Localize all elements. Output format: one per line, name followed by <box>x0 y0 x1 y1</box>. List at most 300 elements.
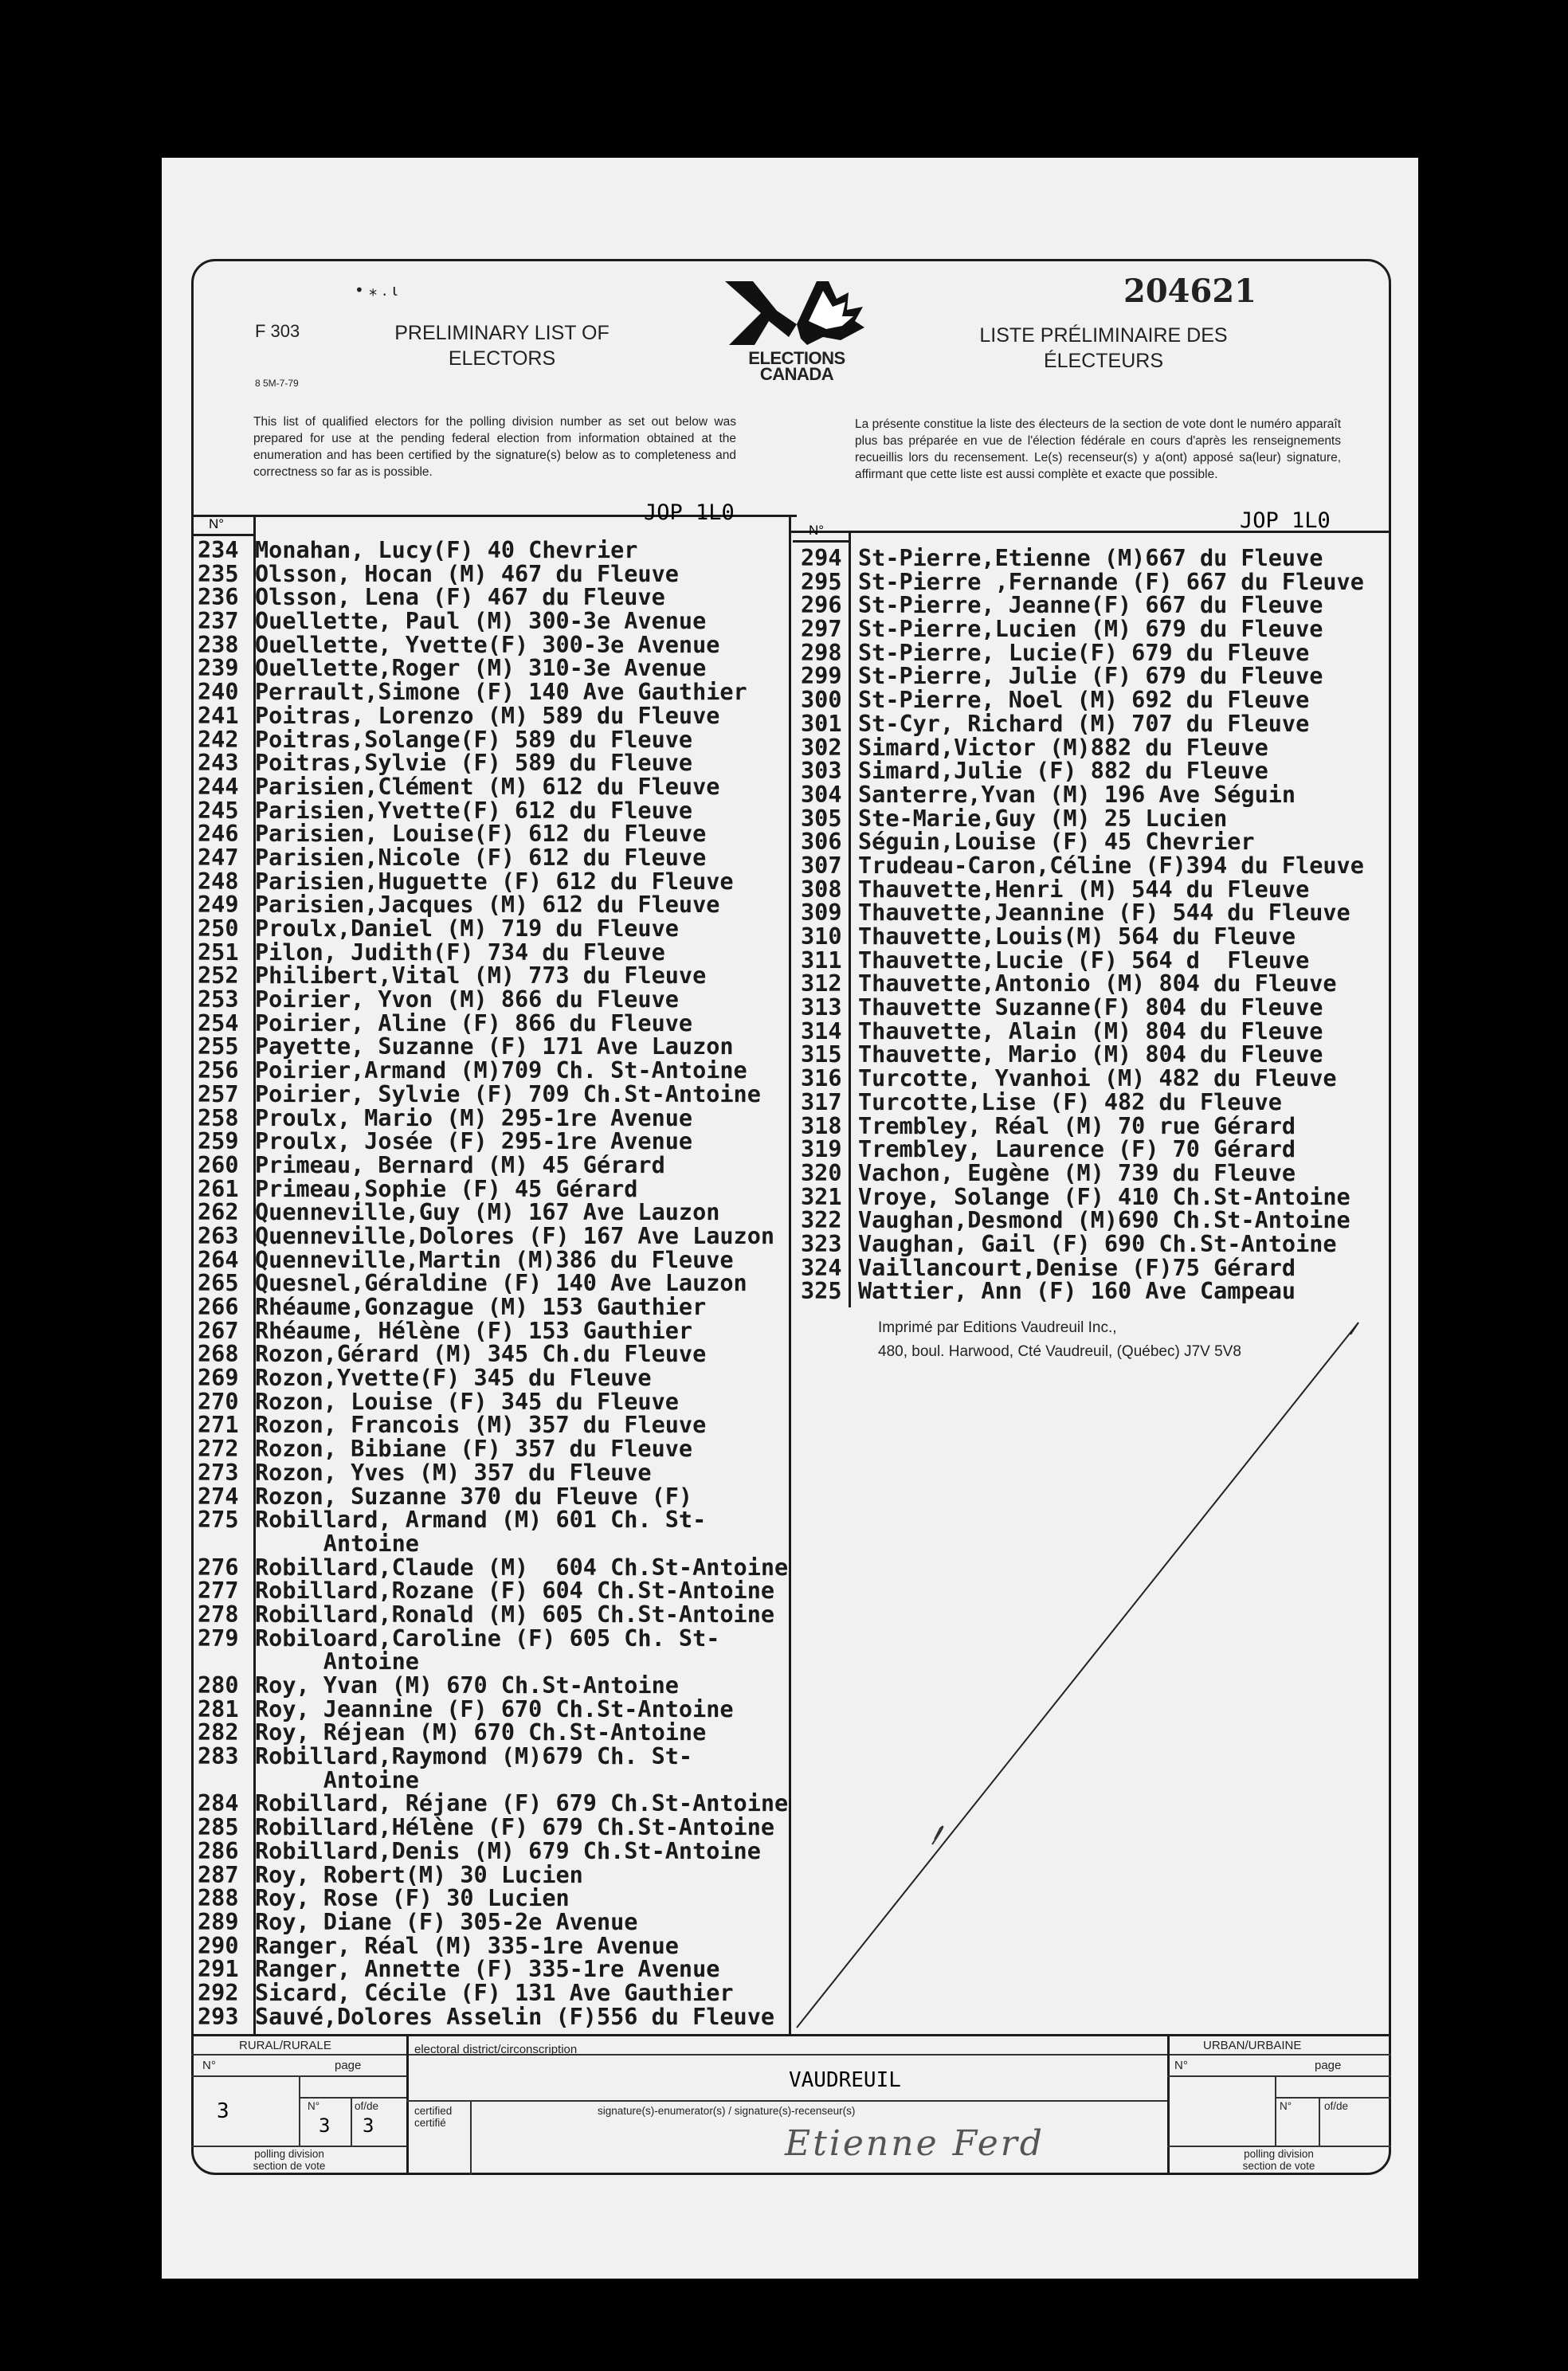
serial-number: 204621 <box>1123 272 1256 310</box>
elector-entry: Rhéaume, Hélène (F) 153 Gauthier <box>255 1317 693 1344</box>
elector-number: 288 <box>198 1885 239 1912</box>
elector-number: 294 <box>801 545 842 571</box>
elector-row <box>198 870 788 894</box>
elector-number: 251 <box>198 939 239 966</box>
elector-number: 322 <box>801 1207 842 1234</box>
elector-entry: Roy, Jeannine (F) 670 Ch.St-Antoine <box>255 1695 734 1722</box>
logo-text: ELECTIONS CANADA <box>748 348 845 384</box>
elector-number: 252 <box>198 962 239 990</box>
number-header-line-left <box>191 534 255 536</box>
elector-number: 234 <box>198 537 239 563</box>
elector-row <box>801 854 1364 878</box>
urban-page-of-label: of/de <box>1324 2100 1349 2112</box>
elector-number: 325 <box>801 1278 842 1305</box>
elector-entry: Santerre,Yvan (M) 196 Ave Séguin <box>858 781 1296 808</box>
elector-row <box>801 594 1364 617</box>
elector-row <box>198 1175 788 1202</box>
footer-header-line <box>191 2054 1391 2056</box>
elector-entry: Ranger, Réal (M) 335-1re Avenue <box>255 1932 679 1959</box>
elector-number: 287 <box>198 1861 239 1888</box>
elector-number: 306 <box>801 829 842 856</box>
elector-entry: Parisien,Yvette(F) 612 du Fleuve <box>255 797 693 824</box>
elector-row <box>198 1201 788 1225</box>
elector-row <box>198 1342 788 1366</box>
number-header-line-right <box>793 540 849 543</box>
elector-number: 259 <box>198 1128 239 1155</box>
elector-entry: Trudeau-Caron,Céline (F)394 du Fleuve <box>858 852 1364 879</box>
elector-row <box>801 996 1364 1020</box>
elector-row <box>801 1280 1364 1303</box>
elector-number: 250 <box>198 915 239 942</box>
elector-row <box>801 736 1364 760</box>
elector-number: 237 <box>198 608 239 635</box>
elector-row <box>198 1887 788 1911</box>
elector-number: 284 <box>198 1790 239 1817</box>
elector-row <box>801 901 1364 925</box>
elector-entry: Roy, Réjean (M) 670 Ch.St-Antoine <box>255 1719 707 1746</box>
elector-entry: Parisien,Nicole (F) 612 du Fleuve <box>255 844 707 871</box>
elector-entry: St-Pierre,Etienne (M)667 du Fleuve <box>858 545 1323 571</box>
elector-number: 271 <box>198 1412 239 1439</box>
elector-number: 283 <box>198 1743 239 1770</box>
elector-entry: Parisien,Clément (M) 612 du Fleuve <box>255 773 720 800</box>
elector-number: 305 <box>801 805 842 832</box>
elector-row <box>198 1080 788 1107</box>
elector-row <box>801 1017 1364 1044</box>
elector-number: 289 <box>198 1908 239 1935</box>
elector-number: 273 <box>198 1459 239 1486</box>
elector-entry: Robillard,Hélène (F) 679 Ch.St-Antoine <box>255 1814 775 1841</box>
elector-entry: Turcotte,Lise (F) 482 du Fleuve <box>858 1088 1282 1115</box>
elector-row <box>198 941 788 965</box>
elector-entry: Thauvette,Louis(M) 564 du Fleuve <box>858 923 1296 950</box>
elector-row <box>801 1067 1364 1091</box>
elector-number: 291 <box>198 1956 239 1983</box>
elector-number: 279 <box>198 1624 239 1652</box>
elector-number: 248 <box>198 868 239 895</box>
polling-division-label-urban: polling division section de vote <box>1242 2148 1315 2172</box>
elector-number: 300 <box>801 687 842 714</box>
elector-number: 277 <box>198 1577 239 1605</box>
elector-number: 240 <box>198 679 239 706</box>
elector-entry: Robillard,Denis (M) 679 Ch.St-Antoine <box>255 1837 761 1864</box>
elector-entry: Robillard, Réjane (F) 679 Ch.St-Antoine <box>255 1790 789 1817</box>
elector-number: 235 <box>198 560 239 587</box>
elector-entry: Poirier, Yvon (M) 866 du Fleuve <box>255 986 679 1013</box>
elector-number: 269 <box>198 1365 239 1392</box>
elector-entry: Ste-Marie,Guy (M) 25 Lucien <box>858 805 1228 832</box>
elector-row <box>198 964 788 988</box>
elector-row <box>198 1485 788 1509</box>
certified-label: certified certifié <box>414 2105 453 2129</box>
rural-page-divider <box>299 2075 300 2147</box>
elector-entry: Ouellette, Paul (M) 300-3e Avenue <box>255 608 707 635</box>
elector-entry: Sicard, Cécile (F) 131 Ave Gauthier <box>255 1979 734 2006</box>
elector-row <box>801 783 1364 807</box>
elector-entry: Thauvette,Lucie (F) 564 d Fleuve <box>858 946 1310 974</box>
elector-number: 304 <box>801 781 842 808</box>
elector-row <box>801 1112 1364 1139</box>
elector-number: 309 <box>801 899 842 927</box>
elector-row <box>198 1272 788 1295</box>
elector-number: 317 <box>801 1088 842 1115</box>
rural-no-value: 3 <box>217 2099 229 2123</box>
elector-row <box>198 1792 788 1816</box>
elector-row <box>198 1556 788 1580</box>
elector-row <box>198 1461 788 1485</box>
elector-entry: Antoine <box>255 1766 419 1793</box>
elector-number: 299 <box>801 663 842 690</box>
elector-number: 267 <box>198 1317 239 1344</box>
elector-number: 249 <box>198 892 239 919</box>
elector-entry: Primeau,Sophie (F) 45 Gérard <box>255 1175 638 1202</box>
elector-row <box>198 1248 788 1272</box>
elector-entry: Philibert,Vital (M) 773 du Fleuve <box>255 962 707 990</box>
elector-entry: Quenneville,Martin (M)386 du Fleuve <box>255 1246 734 1273</box>
elector-row <box>801 1043 1364 1067</box>
elector-row <box>801 1230 1364 1257</box>
elector-entry: Robillard, Armand (M) 601 Ch. St- <box>255 1507 707 1534</box>
elector-number: 280 <box>198 1672 239 1699</box>
printer-line-2: 480, boul. Harwood, Cté Vaudreuil, (Québec) J7V 5V8 <box>878 1343 1241 1360</box>
elector-row <box>198 1437 788 1461</box>
printer-line-1: Imprimé par Editions Vaudreuil Inc., <box>878 1319 1117 1336</box>
urban-page-label: page <box>1315 2059 1342 2072</box>
district-value: VAUDREUIL <box>789 2068 901 2092</box>
urban-page-sub-line <box>1275 2097 1391 2099</box>
elector-number: 302 <box>801 734 842 761</box>
elector-entry: Roy, Robert(M) 30 Lucien <box>255 1861 583 1888</box>
page-of-label: of/de <box>355 2100 379 2112</box>
elector-entry: Roy, Yvan (M) 670 Ch.St-Antoine <box>255 1672 679 1699</box>
elector-row <box>198 1009 788 1037</box>
elector-row <box>801 878 1364 902</box>
elector-number: 324 <box>801 1254 842 1281</box>
elector-row <box>198 586 788 609</box>
elector-entry: Ranger, Annette (F) 335-1re Avenue <box>255 1956 720 1983</box>
elector-row <box>198 799 788 823</box>
center-divider <box>789 515 791 2036</box>
elector-number: 264 <box>198 1246 239 1273</box>
form-number: F 303 <box>255 321 300 341</box>
elector-entry: Parisien, Louise(F) 612 du Fleuve <box>255 821 707 848</box>
elector-number: 286 <box>198 1837 239 1864</box>
elector-number: 265 <box>198 1270 239 1297</box>
elector-row <box>801 946 1364 974</box>
elector-entry: Rozon, Bibiane (F) 357 du Fleuve <box>255 1436 693 1463</box>
elector-entry: Wattier, Ann (F) 160 Ave Campeau <box>858 1278 1296 1305</box>
elector-number: 293 <box>198 2003 239 2030</box>
elector-number: 242 <box>198 726 239 753</box>
elector-number: 246 <box>198 821 239 848</box>
elector-entry: St-Pierre, Lucie(F) 679 du Fleuve <box>858 639 1310 666</box>
elector-row <box>198 1413 788 1437</box>
elector-entry: Robillard,Raymond (M)679 Ch. St- <box>255 1743 693 1770</box>
elector-row <box>198 1674 788 1698</box>
elector-entry: Thauvette, Mario (M) 804 du Fleuve <box>858 1041 1323 1068</box>
elector-list-left <box>198 539 788 2028</box>
elector-entry: Thauvette Suzanne(F) 804 du Fleuve <box>858 994 1323 1021</box>
urban-bottom-line <box>1167 2146 1391 2147</box>
postal-code-right: JOP 1L0 <box>1240 508 1331 533</box>
elector-number: 266 <box>198 1294 239 1320</box>
elector-row <box>198 917 788 941</box>
elector-number: 270 <box>198 1388 239 1415</box>
elector-entry: Robillard,Ronald (M) 605 Ch.St-Antoine <box>255 1601 775 1628</box>
elector-number: 276 <box>198 1554 239 1581</box>
elector-number: 272 <box>198 1436 239 1463</box>
elector-row <box>198 1222 788 1249</box>
elector-number: 296 <box>801 592 842 619</box>
title-french: LISTE PRÉLIMINAIRE DES ÉLECTEURS <box>979 324 1228 372</box>
elector-row <box>198 1579 788 1603</box>
elector-entry: Thauvette, Alain (M) 804 du Fleuve <box>858 1017 1323 1044</box>
elector-row <box>198 751 788 775</box>
elector-entry: St-Pierre ,Fernande (F) 667 du Fleuve <box>858 568 1364 595</box>
elector-entry: Primeau, Bernard (M) 45 Gérard <box>255 1151 665 1178</box>
elector-row <box>198 822 788 846</box>
elector-entry: Roy, Rose (F) 30 Lucien <box>255 1885 570 1912</box>
elector-row <box>198 1366 788 1390</box>
elector-number: 241 <box>198 702 239 729</box>
elector-number: 282 <box>198 1719 239 1746</box>
elector-number <box>198 1532 255 1556</box>
elector-row <box>198 1508 788 1532</box>
elector-row <box>198 656 788 680</box>
elector-entry: Poitras, Lorenzo (M) 589 du Fleuve <box>255 702 720 729</box>
elector-entry: Rozon, Yves (M) 357 du Fleuve <box>255 1459 652 1486</box>
elector-number: 318 <box>801 1112 842 1139</box>
elector-row <box>198 1532 788 1556</box>
rural-of-divider <box>351 2097 352 2147</box>
elector-row <box>198 893 788 917</box>
elector-number: 314 <box>801 1017 842 1044</box>
elector-entry: Olsson, Hocan (M) 467 du Fleuve <box>255 560 679 587</box>
postal-code-left: JOP 1L0 <box>644 500 735 525</box>
elector-entry: Vroye, Solange (F) 410 Ch.St-Antoine <box>858 1183 1350 1210</box>
elector-row <box>198 704 788 728</box>
elector-list-right <box>801 547 1364 1303</box>
elector-number: 295 <box>801 568 842 595</box>
district-label: electoral district/circonscription <box>414 2043 578 2056</box>
footer-divider-rural <box>406 2034 409 2175</box>
elector-entry: Parisien,Huguette (F) 612 du Fleuve <box>255 868 734 895</box>
urban-page-divider <box>1275 2075 1276 2147</box>
elector-number: 323 <box>801 1230 842 1257</box>
elector-number: 257 <box>198 1080 239 1107</box>
elector-entry: Turcotte, Yvanhoi (M) 482 du Fleuve <box>858 1065 1337 1092</box>
elector-number: 236 <box>198 584 239 611</box>
number-header-right: N° <box>809 523 825 538</box>
elector-entry: Poirier,Armand (M)709 Ch. St-Antoine <box>255 1057 747 1084</box>
elector-row <box>198 1319 788 1343</box>
elector-number: 239 <box>198 655 239 682</box>
certified-divider <box>470 2100 472 2175</box>
elector-entry: Parisien,Jacques (M) 612 du Fleuve <box>255 892 720 919</box>
stray-marks: • ⁎ . ɩ <box>355 280 398 300</box>
elector-number: 301 <box>801 710 842 737</box>
elector-entry: Thauvette,Antonio (M) 804 du Fleuve <box>858 970 1337 997</box>
elector-number: 307 <box>801 852 842 879</box>
enumerator-signature: Etienne Ferd <box>785 2123 1045 2164</box>
elector-row <box>198 633 788 657</box>
elector-entry: Poitras,Sylvie (F) 589 du Fleuve <box>255 750 693 777</box>
elector-number <box>198 1769 255 1793</box>
elector-number: 255 <box>198 1033 239 1060</box>
elector-entry: Sauvé,Dolores Asselin (F)556 du Fleuve <box>255 2003 775 2030</box>
elector-number: 244 <box>198 773 239 800</box>
elector-row <box>801 1088 1364 1115</box>
district-sub-line <box>406 2100 1167 2102</box>
elector-entry: Thauvette,Henri (M) 544 du Fleuve <box>858 876 1310 903</box>
elector-entry: St-Cyr, Richard (M) 707 du Fleuve <box>858 710 1310 737</box>
elector-number: 278 <box>198 1601 239 1628</box>
rural-page-sub-line <box>299 2097 406 2099</box>
elector-row <box>801 570 1364 594</box>
elector-row <box>198 2005 788 2029</box>
elector-number: 297 <box>801 616 842 643</box>
elector-row <box>801 1256 1364 1280</box>
elector-entry: Olsson, Lena (F) 467 du Fleuve <box>255 584 665 611</box>
elector-entry: Roy, Diane (F) 305-2e Avenue <box>255 1908 638 1935</box>
elector-number: 303 <box>801 758 842 785</box>
polling-division-label-rural: polling division section de vote <box>253 2148 326 2172</box>
elector-row <box>801 1183 1364 1210</box>
elector-number: 268 <box>198 1341 239 1368</box>
title-english: PRELIMINARY LIST OF ELECTORS <box>394 322 610 370</box>
elector-row <box>198 1650 788 1674</box>
rural-bottom-line <box>191 2146 406 2147</box>
elector-entry: Trembley, Laurence (F) 70 Gérard <box>858 1136 1296 1163</box>
elector-entry: Vaillancourt,Denise (F)75 Gérard <box>858 1254 1296 1281</box>
elector-row <box>198 562 788 586</box>
elector-number <box>198 1650 255 1674</box>
elector-row <box>801 547 1364 570</box>
elections-canada-logo <box>721 275 872 355</box>
elector-number: 308 <box>801 876 842 903</box>
elector-number: 319 <box>801 1136 842 1163</box>
elector-number: 315 <box>801 1041 842 1068</box>
elector-number: 243 <box>198 750 239 777</box>
elector-entry: Vaughan,Desmond (M)690 Ch.St-Antoine <box>858 1207 1350 1234</box>
elector-row <box>198 680 788 704</box>
elector-row <box>801 807 1364 831</box>
elector-entry: Rozon, Louise (F) 345 du Fleuve <box>255 1388 679 1415</box>
elector-row <box>198 1104 788 1131</box>
elector-number: 261 <box>198 1175 239 1202</box>
elector-entry: Pilon, Judith(F) 734 du Fleuve <box>255 939 665 966</box>
elector-number: 274 <box>198 1483 239 1510</box>
elector-number: 256 <box>198 1057 239 1084</box>
urban-sub-line <box>1167 2075 1391 2077</box>
elector-number: 260 <box>198 1151 239 1178</box>
elector-row <box>198 1390 788 1414</box>
elector-row <box>801 830 1364 854</box>
elector-entry: Rozon,Yvette(F) 345 du Fleuve <box>255 1365 652 1392</box>
elector-row <box>198 1603 788 1627</box>
rural-no-label: N° <box>202 2059 216 2072</box>
elector-entry: Robillard,Rozane (F) 604 Ch.St-Antoine <box>255 1577 775 1605</box>
elector-entry: Antoine <box>255 1648 419 1675</box>
elector-row <box>198 1837 788 1864</box>
elector-row <box>198 728 788 752</box>
elector-row <box>198 609 788 633</box>
elector-row <box>801 1138 1364 1162</box>
elector-number: 316 <box>801 1065 842 1092</box>
elector-entry: Antoine <box>255 1530 419 1557</box>
elector-entry: Rozon, Suzanne 370 du Fleuve (F) <box>255 1483 693 1510</box>
elector-row <box>198 775 788 799</box>
elector-number: 312 <box>801 970 842 997</box>
elector-number: 320 <box>801 1159 842 1186</box>
statement-english: This list of qualified electors for the polling division number as set out below was prepared for use at the pending federal election from information obtained at the enumeration and has been certified by the signature(s) below as to completeness and correctness so far as is possible. <box>253 415 736 479</box>
elector-row <box>801 688 1364 712</box>
elector-number: 245 <box>198 797 239 824</box>
elector-entry: Payette, Suzanne (F) 171 Ave Lauzon <box>255 1033 734 1060</box>
elector-row <box>198 988 788 1012</box>
elector-row <box>198 1745 788 1769</box>
elector-entry: Quenneville,Dolores (F) 167 Ave Lauzon <box>255 1222 775 1249</box>
elector-row <box>801 641 1364 665</box>
urban-of-divider <box>1319 2097 1320 2147</box>
elector-row <box>801 1209 1364 1233</box>
elector-number: 275 <box>198 1507 239 1534</box>
elector-entry: Poirier, Aline (F) 866 du Fleuve <box>255 1009 693 1037</box>
elector-entry: St-Pierre, Noel (M) 692 du Fleuve <box>858 687 1310 714</box>
elector-row <box>198 1958 788 1981</box>
elector-number: 281 <box>198 1695 239 1722</box>
elector-row <box>801 925 1364 949</box>
elector-row <box>198 1295 788 1319</box>
elector-row <box>198 1059 788 1083</box>
elector-number: 290 <box>198 1932 239 1959</box>
elector-entry: Rozon, Francois (M) 357 du Fleuve <box>255 1412 707 1439</box>
elector-row <box>198 1130 788 1154</box>
elector-row <box>198 846 788 870</box>
elector-entry: Quesnel,Géraldine (F) 140 Ave Lauzon <box>255 1270 747 1297</box>
footer-top-line <box>191 2034 1391 2036</box>
elector-entry: Simard,Julie (F) 882 du Fleuve <box>858 758 1268 785</box>
elector-number: 310 <box>801 923 842 950</box>
elector-entry: Poitras,Solange(F) 589 du Fleuve <box>255 726 693 753</box>
elector-entry: Robillard,Claude (M) 604 Ch.St-Antoine <box>255 1554 789 1581</box>
elector-entry: Proulx, Mario (M) 295-1re Avenue <box>255 1104 693 1131</box>
maple-leaf-x-icon <box>721 275 872 355</box>
form-code: 8 5M-7-79 <box>255 378 299 389</box>
elector-number: 285 <box>198 1814 239 1841</box>
elector-row <box>198 1695 788 1722</box>
elector-entry: Quenneville,Guy (M) 167 Ave Lauzon <box>255 1199 720 1226</box>
page-of-value: 3 <box>363 2114 374 2137</box>
elector-row <box>198 1766 788 1793</box>
elector-entry: Rhéaume,Gonzague (M) 153 Gauthier <box>255 1294 707 1320</box>
elector-row <box>801 617 1364 641</box>
page-no-label: N° <box>308 2100 320 2112</box>
elector-number: 311 <box>801 946 842 974</box>
elector-entry: Vaughan, Gail (F) 690 Ch.St-Antoine <box>858 1230 1337 1257</box>
elector-row <box>198 1863 788 1887</box>
elector-row <box>198 1908 788 1935</box>
rural-label: RURAL/RURALE <box>239 2039 331 2052</box>
elector-entry: Vachon, Eugène (M) 739 du Fleuve <box>858 1159 1296 1186</box>
elector-entry: Poirier, Sylvie (F) 709 Ch.St-Antoine <box>255 1080 761 1107</box>
signature-label: signature(s)-enumerator(s) / signature(s)-recenseur(s) <box>598 2105 856 2117</box>
elector-entry: Perrault,Simone (F) 140 Ave Gauthier <box>255 679 747 706</box>
number-header-left: N° <box>209 516 225 531</box>
page-value: 3 <box>319 2114 331 2137</box>
elector-number: 247 <box>198 844 239 871</box>
elector-entry: Proulx,Daniel (M) 719 du Fleuve <box>255 915 679 942</box>
